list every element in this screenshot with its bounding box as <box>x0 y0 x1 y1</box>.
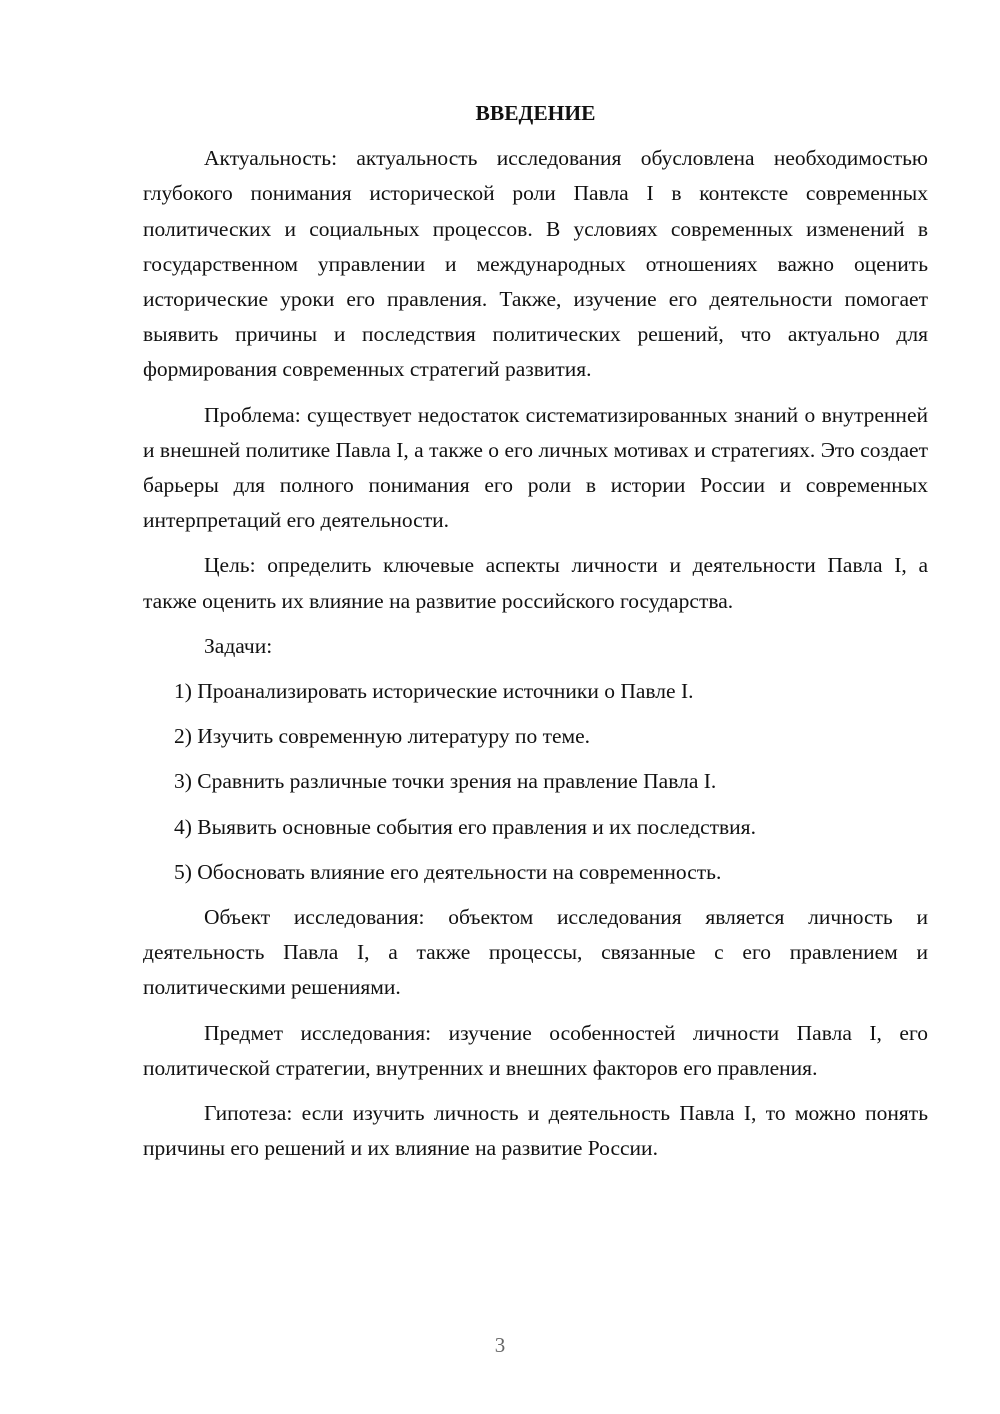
paragraph-goal: Цель: определить ключевые аспекты личности и деятельности Павла I, а также оценить их влияние на развитие российского государства. <box>143 553 928 613</box>
paragraph-problem: Проблема: существует недостаток систематизированных знаний о внутренней и внешней политике Павла I, а также о его личных мотивах и стратегиях. Это создает барьеры для полного понимания его роли в истории России и современных интерпретаций его деятельности. <box>143 402 928 533</box>
page-number: 3 <box>494 1333 506 1357</box>
paragraph-relevance: Актуальность: актуальность исследования обусловлена необходимостью глубокого понимания исторической роли Павла I в контексте современных политических и социальных процессов. В условиях современных изменений в государственном управлении и международных отношениях важно оценить исторические уроки его правления. Также, изучение его деятельности помогает выявить причины и последствия политических решений, что актуально для формирования современных стратегий развития. <box>143 146 928 382</box>
task-item-3: 3) Сравнить различные точки зрения на правление Павла I. <box>174 769 717 794</box>
tasks-heading: Задачи: <box>204 633 273 658</box>
task-item-1: 1) Проанализировать исторические источники о Павле I. <box>174 679 694 704</box>
paragraph-subject: Предмет исследования: изучение особенностей личности Павла I, его политической стратегии, внутренних и внешних факторов его правления. <box>143 1020 928 1080</box>
section-title: ВВЕДЕНИЕ <box>475 101 596 125</box>
task-item-4: 4) Выявить основные события его правления и их последствия. <box>174 814 756 839</box>
task-item-2: 2) Изучить современную литературу по теме. <box>174 724 591 749</box>
task-item-5: 5) Обосновать влияние его деятельности на современность. <box>174 859 722 884</box>
paragraph-hypothesis: Гипотеза: если изучить личность и деятельность Павла I, то можно понять причины его решений и их влияние на развитие России. <box>143 1101 928 1161</box>
paragraph-object: Объект исследования: объектом исследования является личность и деятельность Павла I, а также процессы, связанные с его правлением и политическими решениями. <box>143 905 928 1000</box>
task-list <box>143 674 928 890</box>
document-page <box>143 96 928 1176</box>
